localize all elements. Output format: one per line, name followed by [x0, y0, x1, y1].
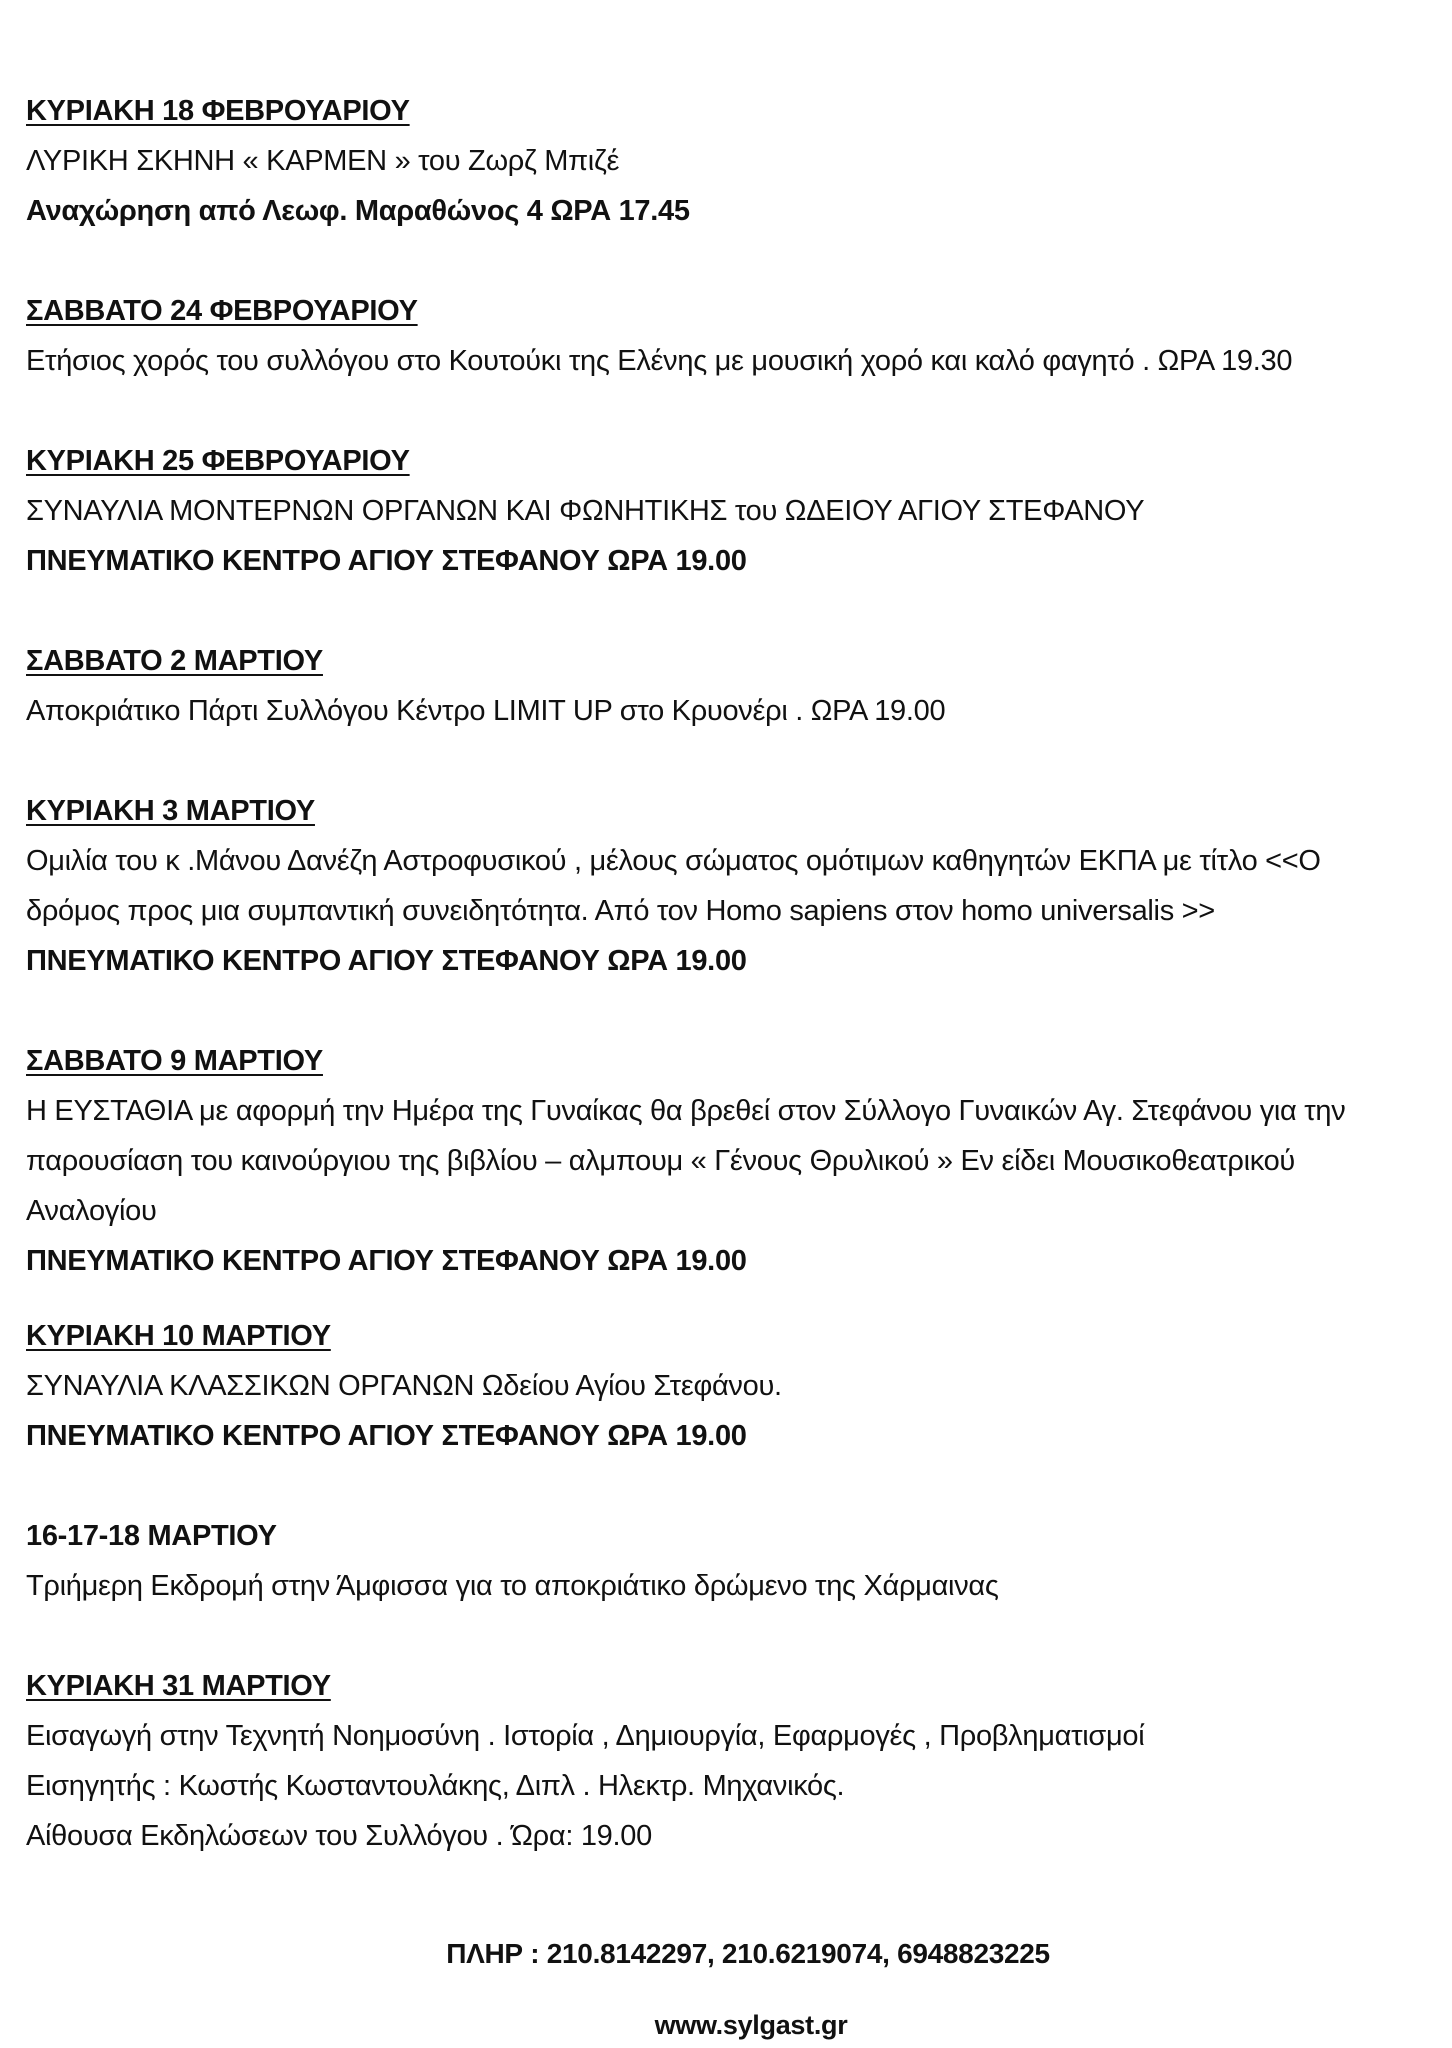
- event-block: [26, 1511, 1426, 1611]
- event-date: ΣΑΒΒΑΤΟ 2 ΜΑΡΤΙΟΥ: [26, 645, 323, 677]
- event-date: ΚΥΡΙΑΚΗ 18 ΦΕΒΡΟΥΑΡΙΟΥ: [26, 95, 410, 127]
- event-date: ΚΥΡΙΑΚΗ 10 ΜΑΡΤΙΟΥ: [26, 1320, 331, 1352]
- event-line: δρόμος προς μια συμπαντική συνειδητότητα. Από τον Homo sapiens στον homo universalis >>: [26, 895, 1215, 927]
- event-line: ΠΝΕΥΜΑΤΙΚΟ ΚΕΝΤΡΟ ΑΓΙΟΥ ΣΤΕΦΑΝΟΥ ΩΡΑ 19.00: [26, 1245, 747, 1277]
- event-line: Αποκριάτικο Πάρτι Συλλόγου Κέντρο LIMIT UP στο Κρυονέρι . ΩΡΑ 19.00: [26, 695, 946, 727]
- event-block: [26, 636, 1426, 736]
- event-line: Αίθουσα Εκδηλώσεων του Συλλόγου . Ώρα: 19.00: [26, 1820, 652, 1852]
- event-block: [26, 1661, 1426, 1861]
- event-date: ΚΥΡΙΑΚΗ 31 ΜΑΡΤΙΟΥ: [26, 1670, 331, 1702]
- event-block: [26, 1311, 1426, 1461]
- event-line: Εισηγητής : Κωστής Κωσταντουλάκης, Διπλ . Ηλεκτρ. Μηχανικός.: [26, 1770, 845, 1802]
- event-line: ΠΝΕΥΜΑΤΙΚΟ ΚΕΝΤΡΟ ΑΓΙΟΥ ΣΤΕΦΑΝΟΥ ΩΡΑ 19.00: [26, 1420, 747, 1452]
- event-line: Αναχώρηση από Λεωφ. Μαραθώνος 4 ΩΡΑ 17.45: [26, 195, 690, 227]
- event-block: [26, 436, 1426, 586]
- event-line: Ετήσιος χορός του συλλόγου στο Κουτούκι της Ελένης με μουσική χορό και καλό φαγητό . ΩΡΑ 19.30: [26, 345, 1293, 377]
- event-line: παρουσίαση του καινούργιου της βιβλίου – αλμπουμ « Γένους Θρυλικού » Εν είδει Μουσικοθεατρικού: [26, 1145, 1295, 1177]
- event-block: [26, 1036, 1426, 1286]
- event-line: Αναλογίου: [26, 1195, 157, 1227]
- event-line: ΠΝΕΥΜΑΤΙΚΟ ΚΕΝΤΡΟ ΑΓΙΟΥ ΣΤΕΦΑΝΟΥ ΩΡΑ 19.00: [26, 945, 747, 977]
- event-list: [26, 86, 1426, 1861]
- event-line: ΛΥΡΙΚΗ ΣΚΗΝΗ « ΚΑΡΜΕΝ » του Ζωρζ Μπιζέ: [26, 145, 620, 177]
- event-date: ΣΑΒΒΑΤΟ 9 ΜΑΡΤΙΟΥ: [26, 1045, 323, 1077]
- event-date: ΣΑΒΒΑΤΟ 24 ΦΕΒΡΟΥΑΡΙΟΥ: [26, 295, 418, 327]
- event-line: Εισαγωγή στην Τεχνητή Νοημοσύνη . Ιστορία , Δημιουργία, Εφαρμογές , Προβληματισμοί: [26, 1720, 1145, 1752]
- event-date: ΚΥΡΙΑΚΗ 3 ΜΑΡΤΙΟΥ: [26, 795, 315, 827]
- event-date: 16-17-18 ΜΑΡΤΙΟΥ: [26, 1520, 277, 1552]
- event-block: [26, 86, 1426, 236]
- event-line: ΣΥΝΑΥΛΙΑ ΚΛΑΣΣΙΚΩΝ ΟΡΓΑΝΩΝ Ωδείου Αγίου Στεφάνου.: [26, 1370, 782, 1402]
- event-block: [26, 286, 1426, 386]
- event-block: [26, 786, 1426, 986]
- website-link[interactable]: www.sylgast.gr: [654, 2010, 848, 2040]
- event-line: ΠΝΕΥΜΑΤΙΚΟ ΚΕΝΤΡΟ ΑΓΙΟΥ ΣΤΕΦΑΝΟΥ ΩΡΑ 19.00: [26, 545, 747, 577]
- event-date: ΚΥΡΙΑΚΗ 25 ΦΕΒΡΟΥΑΡΙΟΥ: [26, 445, 410, 477]
- event-line: ΣΥΝΑΥΛΙΑ ΜΟΝΤΕΡΝΩΝ ΟΡΓΑΝΩΝ ΚΑΙ ΦΩΝΗΤΙΚΗΣ του ΩΔΕΙΟΥ ΑΓΙΟΥ ΣΤΕΦΑΝΟΥ: [26, 495, 1145, 527]
- contact-phones: ΠΛΗΡ : 210.8142297, 210.6219074, 6948823225: [446, 1938, 1050, 1969]
- event-line: Ομιλία του κ .Μάνου Δανέζη Αστροφυσικού , μέλους σώματος ομότιμων καθηγητών ΕΚΠΑ με τίτλο <<Ο: [26, 845, 1321, 877]
- event-line: Τριήμερη Εκδρομή στην Άμφισσα για το αποκριάτικο δρώμενο της Χάρμαινας: [26, 1570, 999, 1602]
- event-line: Η ΕΥΣΤΑΘΙΑ με αφορμή την Ημέρα της Γυναίκας θα βρεθεί στον Σύλλογο Γυναικών Αγ. Στεφάνου για την: [26, 1095, 1346, 1127]
